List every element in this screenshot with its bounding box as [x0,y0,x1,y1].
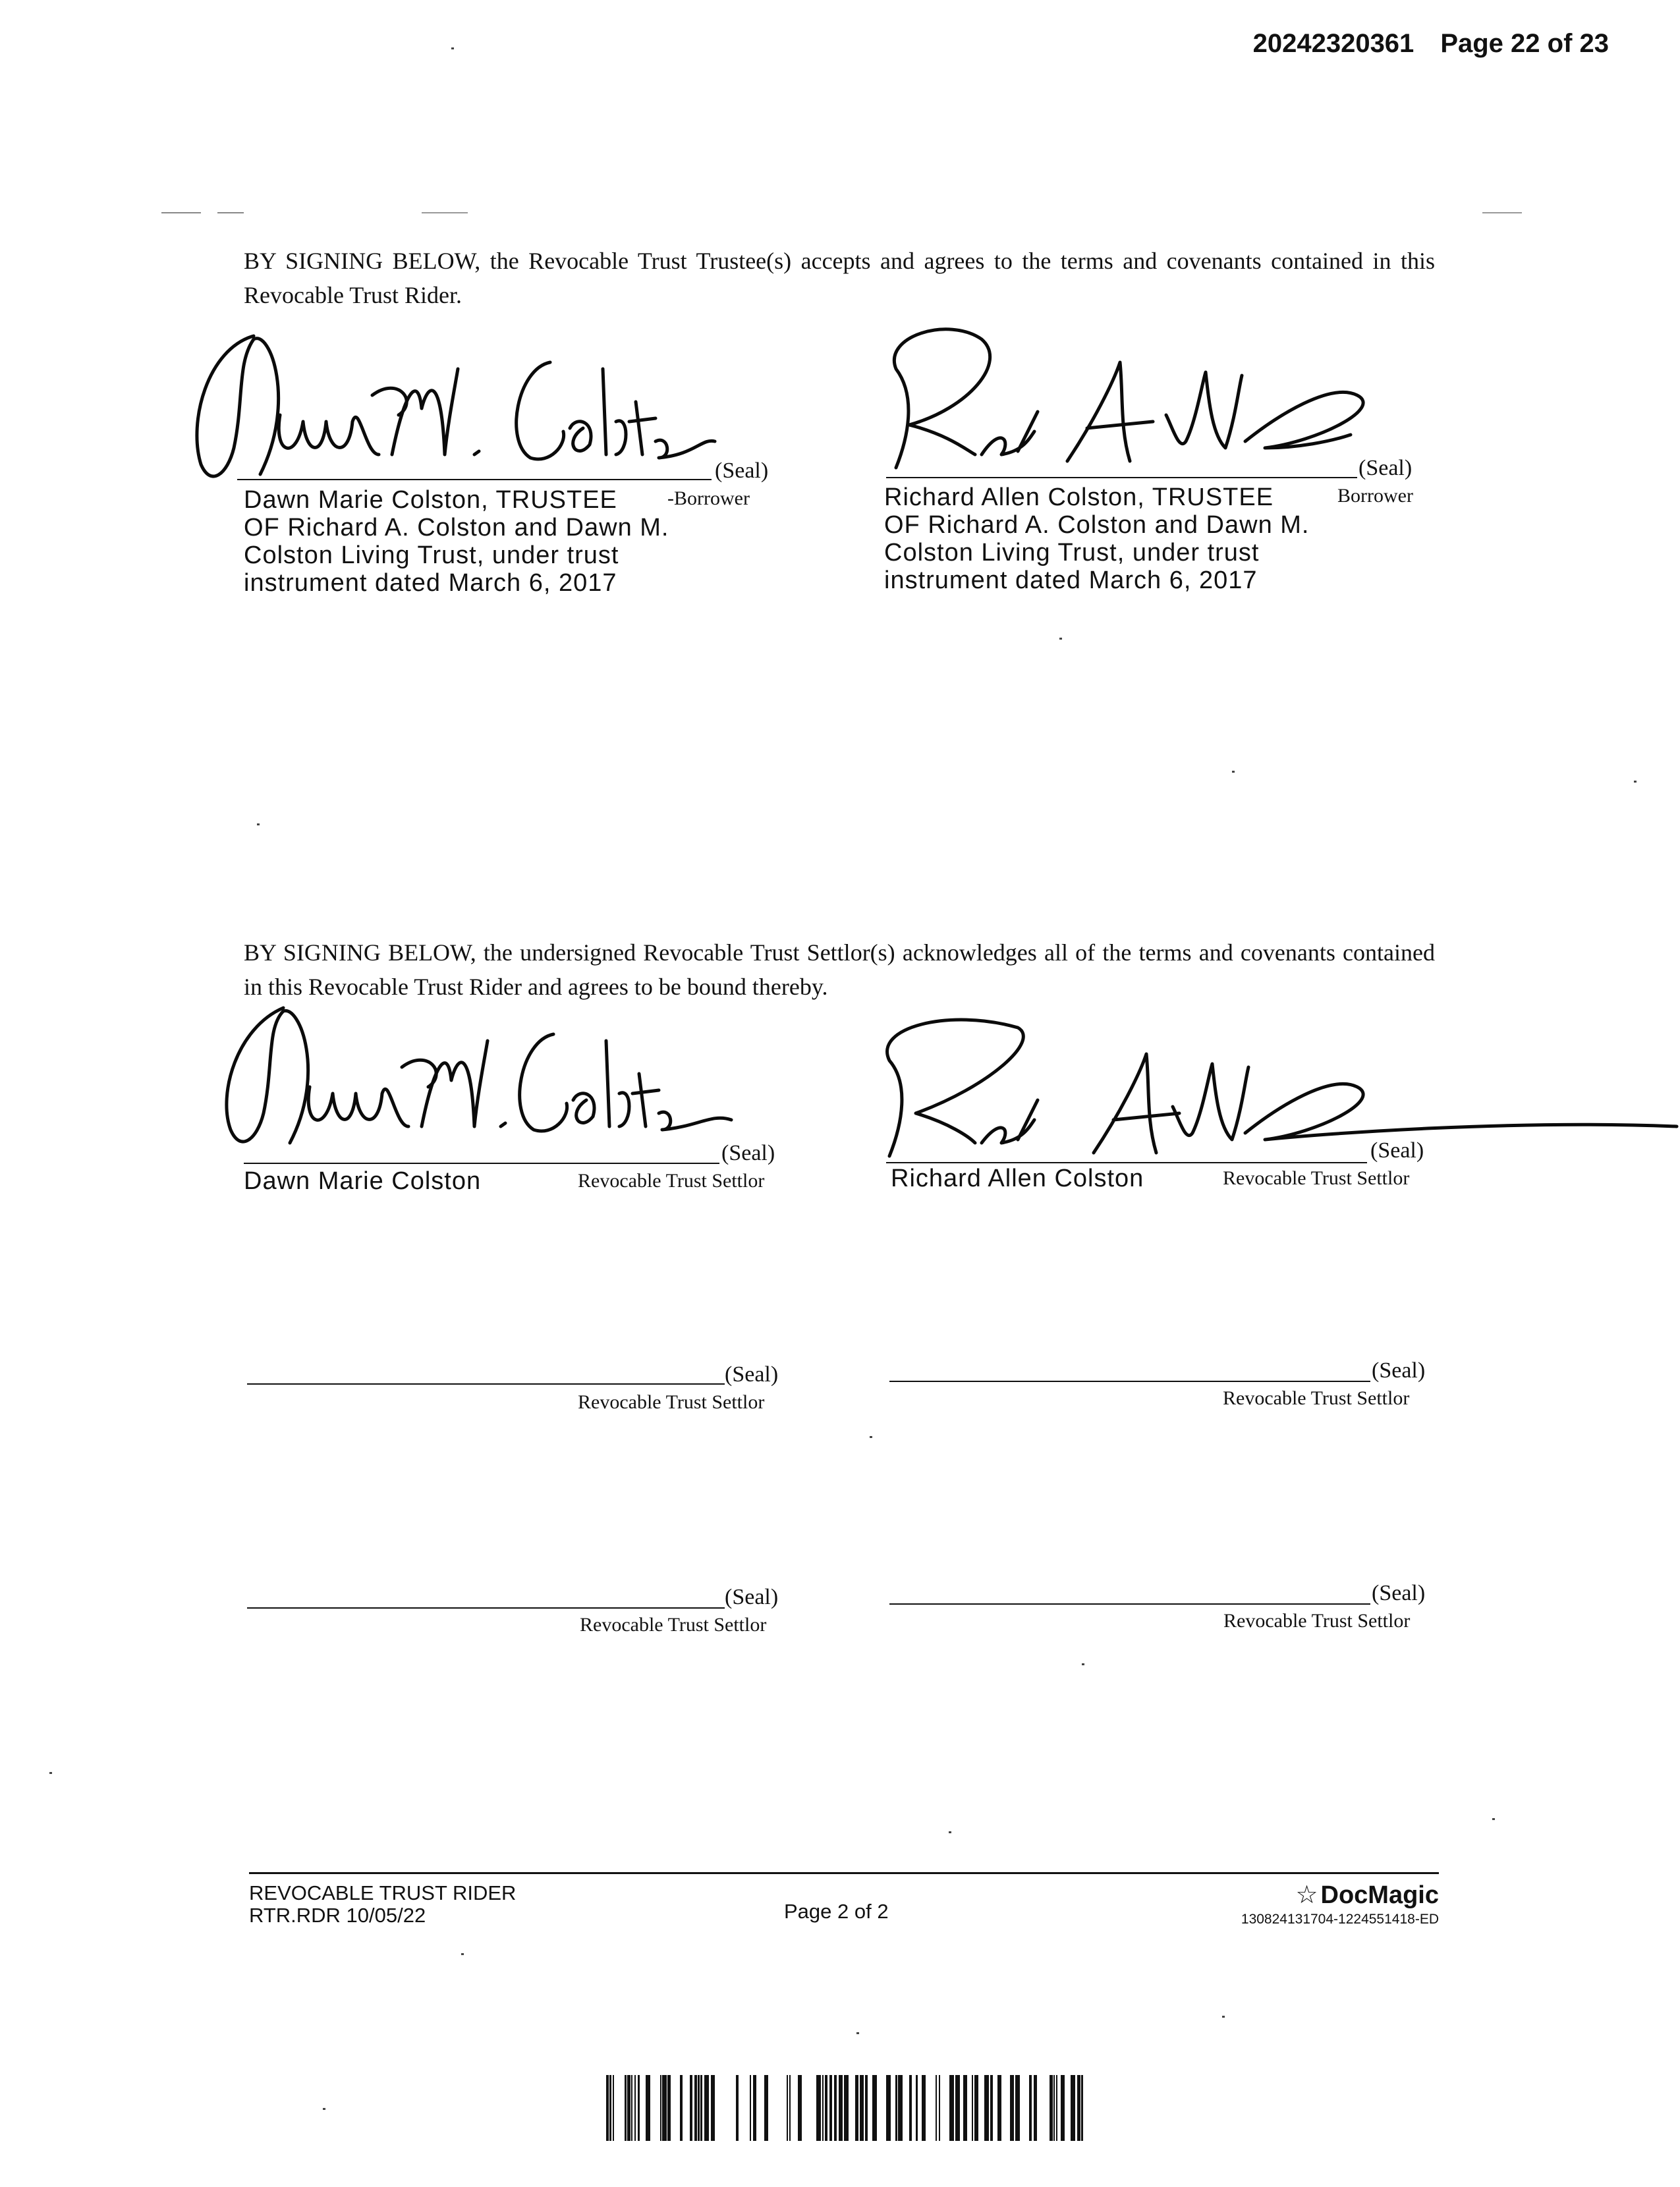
barcode-bar [627,2075,630,2141]
trustee-richard-trust-line: instrument dated March 6, 2017 [884,567,1258,594]
blank-settlor-line [889,1381,1370,1382]
trustee-statement: BY SIGNING BELOW, the Revocable Trust Trustee(s) accepts and agrees to the terms and covenants contained in this Revocable Trust Rider. [244,248,1435,308]
barcode-bar [939,2075,940,2141]
barcode-bar [1034,2075,1037,2141]
barcode-bar [704,2075,709,2141]
barcode-bar [638,2075,640,2141]
barcode-bar [660,2075,661,2141]
blank-settlor-line [247,1383,725,1385]
page-header [1253,29,1609,59]
barcode-bar [787,2075,788,2141]
blank-settlor-line [889,1603,1370,1605]
barcode-bar [625,2075,627,2141]
barcode-bar [822,2075,824,2141]
barcode-bar [1081,2075,1083,2141]
scan-speck [161,212,201,213]
trustee-richard-role: Borrower [1337,485,1413,507]
barcode-bar [1053,2075,1055,2141]
barcode-bar [764,2075,768,2141]
docmagic-logo [1295,1880,1439,1910]
barcode-bar [886,2075,891,2141]
barcode-bar [690,2075,692,2141]
barcode-bar [694,2075,697,2141]
blank-settlor-role: Revocable Trust Settlor [1223,1387,1410,1409]
trustee-dawn-trust-line: OF Richard A. Colston and Dawn M. [244,514,669,541]
blank-settlor-role: Revocable Trust Settlor [1223,1610,1411,1632]
barcode-bar [606,2075,609,2141]
blank-settlor-seal: (Seal) [725,1362,779,1387]
trustee-dawn-name: Dawn Marie Colston, TRUSTEE [244,486,617,514]
form-page-number: Page 2 of 2 [784,1900,889,1923]
barcode-bar [834,2075,837,2141]
barcode-bar [1077,2075,1080,2141]
trustee-dawn-signature [181,323,728,501]
barcode-bar [1071,2075,1075,2141]
settlor-dawn-name: Dawn Marie Colston [244,1167,482,1195]
barcode-bar [936,2075,937,2141]
barcode-bar [909,2075,912,2141]
settlor-dawn-signature-line [244,1163,719,1164]
trustee-dawn-seal: (Seal) [715,458,769,483]
docmagic-brand: DocMagic [1320,1881,1439,1909]
settlor-dawn-role: Revocable Trust Settlor [578,1170,765,1192]
barcode-bar [922,2075,926,2141]
barcode-bar [1056,2075,1057,2141]
barcode-bar [634,2075,636,2141]
scan-speck [461,1953,464,1955]
settlor-dawn-seal: (Seal) [721,1141,775,1165]
barcode-bar [916,2075,918,2141]
trustee-dawn-trust-line: Colston Living Trust, under trust [244,541,619,569]
barcode-bar [609,2075,611,2141]
barcode-bar [898,2075,903,2141]
scan-speck [870,1436,872,1438]
scan-speck [856,2032,859,2034]
form-code: RTR.RDR 10/05/22 [249,1904,426,1927]
settlor-richard-seal: (Seal) [1370,1138,1424,1163]
trustee-richard-trust-line: Colston Living Trust, under trust [884,539,1260,567]
scan-speck [1492,1818,1495,1820]
scan-speck [451,47,454,49]
trustee-richard-trust-line: OF Richard A. Colston and Dawn M. [884,511,1310,539]
scan-speck [1222,2016,1225,2018]
settlor-richard-name: Richard Allen Colston [891,1165,1144,1192]
page-indicator: Page 22 of 23 [1440,29,1609,58]
blank-settlor-line [247,1607,725,1609]
barcode-bar [829,2075,832,2141]
barcode-bar [1061,2075,1065,2141]
scan-speck [257,823,260,825]
barcode-bar [680,2075,683,2141]
barcode-bar [955,2075,960,2141]
settlor-richard-role: Revocable Trust Settlor [1223,1167,1410,1189]
barcode-bar [990,2075,993,2141]
trustee-dawn-trust-line: instrument dated March 6, 2017 [244,569,617,597]
barcode-bar [972,2075,973,2141]
settlor-dawn-signature [211,1001,738,1166]
barcode-bar [1050,2075,1053,2141]
blank-settlor-role: Revocable Trust Settlor [580,1614,767,1636]
barcode-bar [855,2075,858,2141]
star-icon: ☆ [1295,1881,1318,1909]
blank-settlor-role: Revocable Trust Settlor [578,1391,765,1413]
barcode-bar [646,2075,650,2141]
scan-speck [1232,771,1235,773]
barcode-bar [667,2075,671,2141]
barcode-bar [1015,2075,1020,2141]
barcode-bar [1010,2075,1014,2141]
scan-speck [323,2108,325,2110]
scan-speck [217,212,244,213]
barcode-bar [872,2075,877,2141]
blank-settlor-seal: (Seal) [1372,1581,1426,1605]
barcode-bar [825,2075,827,2141]
scan-speck [1482,212,1522,213]
settlor-richard-signature-line [886,1162,1367,1163]
barcode-bar [789,2075,791,2141]
barcode-bar [798,2075,802,2141]
barcode-bar [997,2075,1001,2141]
barcode-bar [949,2075,954,2141]
barcode-bar [631,2075,632,2141]
barcode-bar [613,2075,614,2141]
scan-speck [1082,1663,1084,1665]
trustee-dawn-signature-line [237,479,712,480]
trustee-dawn-role: -Borrower [667,487,750,509]
barcode-bar [974,2075,978,2141]
barcode-bar [860,2075,864,2141]
barcode-bar [750,2075,751,2141]
barcode-bar [895,2075,897,2141]
settlor-richard-signature [856,1001,1680,1166]
barcode-bar [736,2075,739,2141]
barcode-icon [606,2075,1087,2141]
document-id: 130824131704-1224551418-ED [1241,1912,1439,1927]
barcode-bar [865,2075,868,2141]
trustee-richard-signature-line [886,477,1357,478]
form-title: REVOCABLE TRUST RIDER [249,1881,517,1904]
footer-rule [249,1872,1439,1874]
blank-settlor-seal: (Seal) [1372,1358,1426,1383]
blank-settlor-seal: (Seal) [725,1585,779,1609]
trustee-richard-signature [870,310,1397,487]
scan-speck [1634,781,1637,783]
barcode-bar [816,2075,821,2141]
scan-speck [422,212,468,213]
document-number: 20242320361 [1252,29,1414,58]
barcode-bar [984,2075,989,2141]
scan-speck [949,1831,951,1833]
scan-speck [1059,638,1062,640]
scan-speck [49,1772,52,1774]
barcode-bar [844,2075,849,2141]
barcode-bar [753,2075,756,2141]
trustee-richard-seal: (Seal) [1358,456,1413,480]
barcode-bar [662,2075,667,2141]
barcode-bar [839,2075,843,2141]
barcode-bar [711,2075,715,2141]
settlor-statement: BY SIGNING BELOW, the undersigned Revocable Trust Settlor(s) acknowledges all of the terms and covenants contained in this Revocable Trust Rider and agrees to be bound thereby. [244,939,1435,1000]
barcode-bar [963,2075,967,2141]
barcode-bar [1029,2075,1032,2141]
barcode-bar [698,2075,700,2141]
trustee-richard-name: Richard Allen Colston, TRUSTEE [884,484,1274,511]
barcode-bar [700,2075,702,2141]
